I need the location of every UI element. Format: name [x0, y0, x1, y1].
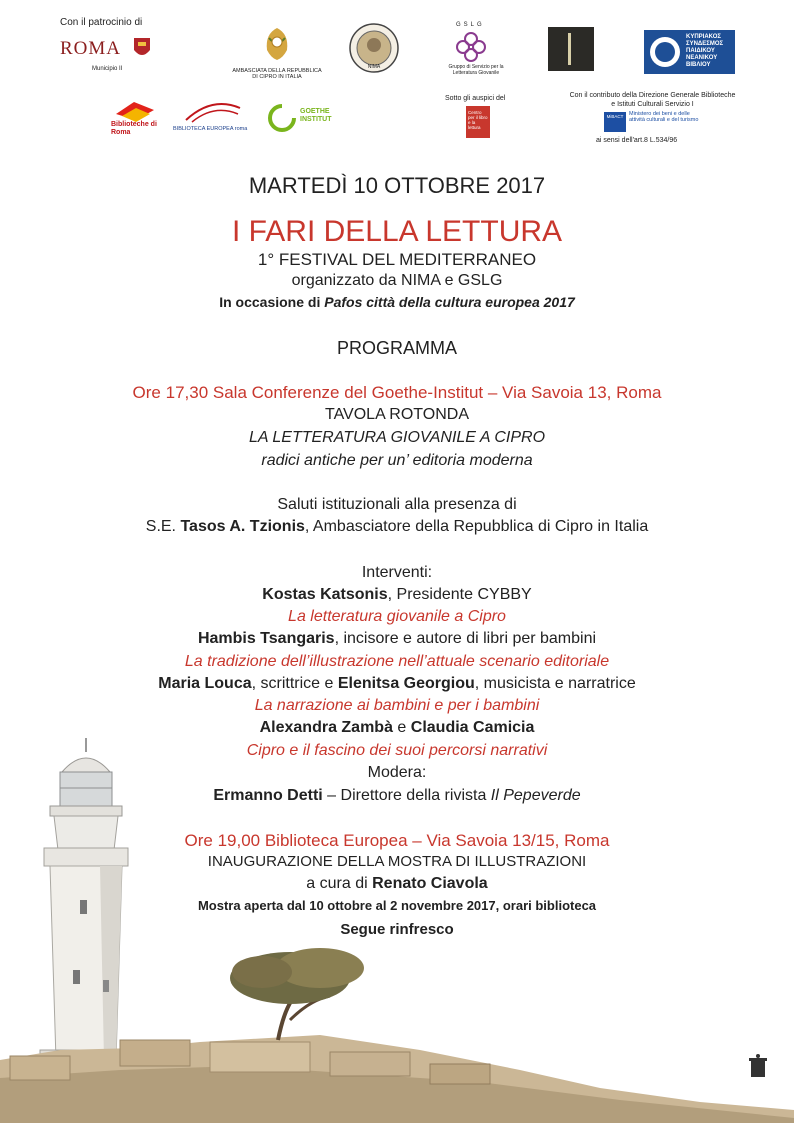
curator-prefix: a cura di: [306, 875, 373, 892]
event-title: I FARI DELLA LETTURA: [231, 215, 563, 248]
lighthouse-scene: [0, 730, 794, 1123]
event-date: MARTEDÌ 10 OTTOBRE 2017: [248, 173, 546, 198]
curator-name: Renato Ciavola: [372, 875, 488, 892]
session1-time-place: Ore 17,30 Sala Conferenze del Goethe-Institut – Via Savoia 13, Roma: [132, 383, 662, 402]
talk2: La tradizione dell’illustrazione nell’attuale scenario editoriale: [184, 653, 610, 670]
exhibition-hours: Mostra aperta dal 10 ottobre al 2 novembre 2017, orari biblioteca: [197, 898, 597, 913]
session1-kind: TAVOLA ROTONDA: [324, 406, 470, 423]
speaker3-line: [0, 675, 794, 693]
cybby-line: ΝΕΑΝΙΚΟΥ: [686, 55, 718, 61]
speaker3b-name: Elenitsa Georgiou: [337, 675, 475, 692]
roma-crest-icon: [132, 36, 152, 60]
speaker1-role: , Presidente CYBBY: [387, 586, 532, 603]
occasion-prefix: In occasione di: [219, 294, 325, 310]
goethe-line: INSTITUT: [300, 116, 332, 123]
cybby-line: ΒΙΒΛΙΟΥ: [686, 62, 711, 68]
speaker4b-name: Claudia Camicia: [410, 719, 535, 736]
occasion-italic: Pafos città della cultura europea 2017: [324, 294, 575, 310]
ambassador-prefix: S.E.: [145, 518, 181, 535]
refreshment: Segue rinfresco: [340, 921, 454, 938]
session1-topic: LA LETTERATURA GIOVANILE A CIPRO: [248, 429, 546, 446]
ambassador-name: Tasos A. Tzionis: [180, 518, 305, 535]
occasion: [0, 294, 794, 310]
speaker2-line: [0, 630, 794, 648]
centro-libro-logo: Centro per il libro e la lettura: [466, 106, 490, 138]
programma-heading: PROGRAMMA: [336, 338, 457, 358]
ambassador-role: , Ambasciatore della Repubblica di Cipro in Italia: [304, 518, 649, 535]
lighthouse: [40, 738, 134, 1066]
mibact-text: Ministero dei beni e delle attività culturali e del turismo: [629, 111, 699, 123]
moderator-name: Ermanno Detti: [213, 787, 323, 804]
speaker3-role: , musicista e narratrice: [474, 675, 636, 692]
trash-bin-icon: [748, 1053, 768, 1079]
tree: [230, 948, 364, 1040]
speaker4-mid: e: [392, 719, 411, 736]
session1-subtitle: radici antiche per un’ editoria moderna: [261, 452, 533, 469]
speaker1-line: [0, 586, 794, 604]
biblioteche-logo: Biblioteche di Roma: [111, 121, 157, 136]
biblioteca-europea-mark-icon: [182, 100, 242, 124]
ambassador-line: [0, 518, 794, 536]
modera-label: Modera:: [367, 764, 427, 781]
talk1: La letteratura giovanile a Cipro: [288, 608, 506, 625]
biblioteca-europea-logo: BIBLIOTECA EUROPEA roma: [173, 126, 248, 132]
cybby-emblem-icon: [648, 35, 682, 69]
cybby-line: ΚΥΠΡΙΑΚΟΣ: [686, 34, 721, 40]
nima-label: NIMA: [367, 64, 381, 70]
roma-logo: ROMA: [60, 38, 122, 59]
organizer: organizzato da NIMA e GSLG: [291, 272, 503, 289]
goethe-line: GOETHE: [300, 108, 330, 115]
roma-sub: Municipio II: [92, 66, 123, 72]
cybby-logo: [644, 30, 735, 74]
gslg-sub: Gruppo di Servizio per la Letteratura Giovanile: [448, 64, 504, 76]
talk3: La narrazione ai bambini e per i bambini: [254, 697, 540, 714]
auspici-label: Sotto gli auspici del: [445, 95, 506, 102]
contributo-line: Con il contributo della Direzione Generale Biblioteche: [569, 92, 736, 99]
speaker2-role: , incisore e autore di libri per bambini: [334, 630, 597, 647]
talk4: Cipro e il fascino dei suoi percorsi narrativi: [246, 742, 548, 759]
speaker2-name: Hambis Tsangaris: [197, 630, 335, 647]
gslg-flower-icon: [454, 30, 488, 64]
moderator-role: – Direttore della rivista: [322, 787, 491, 804]
speaker3-name: Maria Louca: [158, 675, 252, 692]
contributo-line: e Istituti Culturali Servizio I: [611, 101, 694, 108]
speaker3-mid: , scrittrice e: [251, 675, 338, 692]
session2-time-place: Ore 19,00 Biblioteca Europea – Via Savoia 13/15, Roma: [184, 831, 610, 850]
mibact-logo: MiBACT: [604, 112, 626, 132]
gslg-logo: GSLG: [456, 22, 485, 28]
session2-title: INAUGURAZIONE DELLA MOSTRA DI ILLUSTRAZIONI: [207, 853, 587, 870]
moderator-magazine: Il Pepeverde: [490, 787, 581, 804]
legal-note: ai sensi dell'art.8 L.534/96: [596, 137, 678, 144]
patronage-label: Con il patrocinio di: [60, 17, 143, 28]
biblioteche-mark-icon: [114, 100, 158, 122]
cybby-line: ΠΑΙΔΙΚΟΥ: [686, 48, 715, 54]
cultural-logo: [548, 27, 594, 71]
ruins: [0, 1035, 794, 1123]
speaker4-name: Alexandra Zambà: [259, 719, 393, 736]
greetings: Saluti istituzionali alla presenza di: [277, 496, 517, 513]
cyprus-embassy-label: AMBASCIATA DELLA REPUBBLICA DI CIPRO IN ITALIA: [232, 68, 322, 80]
cybby-line: ΣΥΝΔΕΣΜΟΣ: [686, 41, 724, 47]
interventi-label: Interventi:: [361, 564, 433, 581]
goethe-arc-icon: [268, 104, 296, 132]
festival-name: 1° FESTIVAL DEL MEDITERRANEO: [257, 250, 537, 269]
cyprus-emblem-icon: [257, 24, 297, 64]
speaker1-name: Kostas Katsonis: [262, 586, 388, 603]
